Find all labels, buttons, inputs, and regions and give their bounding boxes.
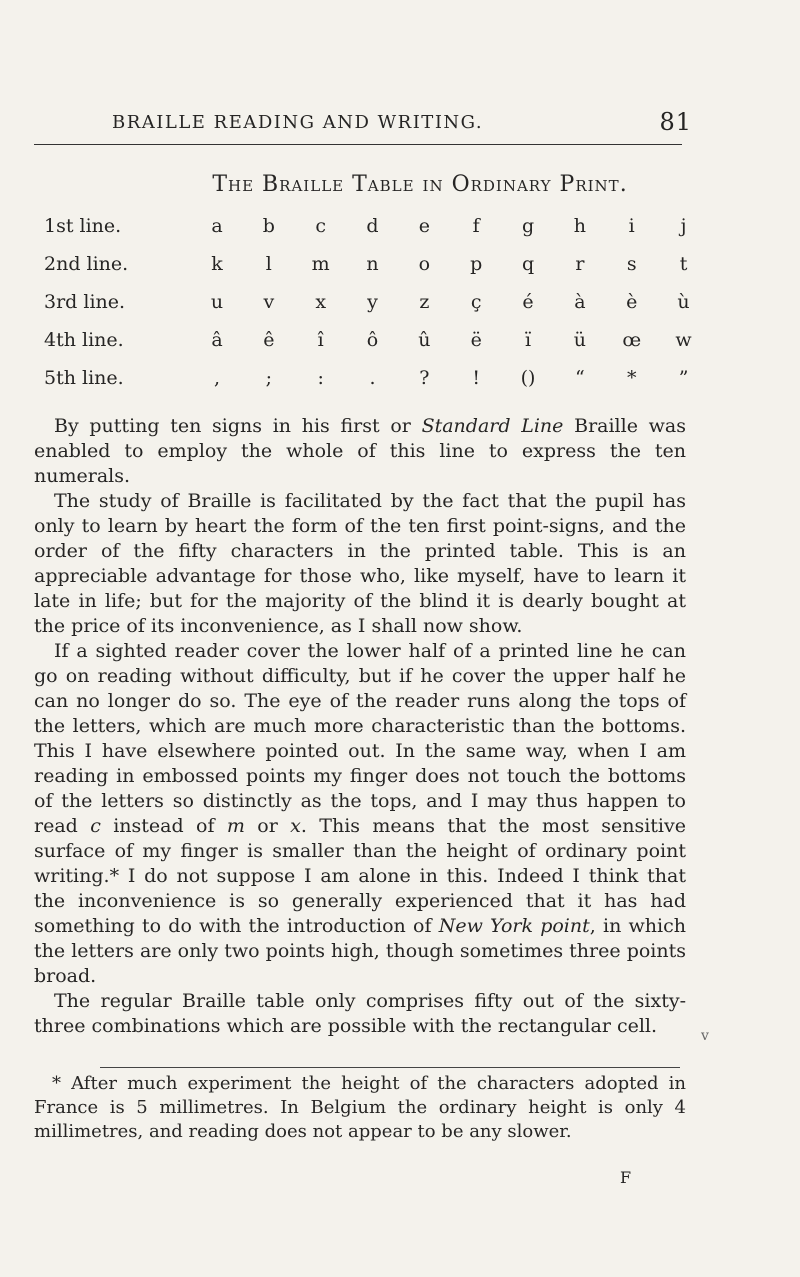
p3-text-d: . This means that the most sensitive surface of my finger is smaller than the height of ordinary point writing.* I do not suppose I am alone in this. Indeed I think that the inconvenience is so generally experienced that it has had something to do with the introduction of	[34, 815, 686, 937]
table-heading	[0, 172, 800, 197]
p3-text-e: , in which the letters are only two points high, though sometimes three points broad.	[34, 915, 686, 987]
p1-text-a: By putting ten signs in his first or	[54, 415, 422, 437]
p3-text-a: If a sighted reader cover the lower half of a printed line he can go on reading without difficulty, but if he cover the upper half he can no longer do so. The eye of the reader runs along the tops of the letters, which are much more characteristic than the bottoms. This I have elsewhere pointed out. In the same way, when I am reading in embossed points my finger does not touch the bottoms of the letters so distinctly as the tops, and I may thus happen to read	[34, 640, 686, 837]
table-cell: è	[626, 291, 638, 313]
table-cell: m	[311, 253, 330, 275]
running-head	[112, 108, 692, 136]
row-label: 1st line.	[44, 215, 122, 237]
table-cell: *	[626, 367, 637, 389]
margin-mark: v	[701, 1028, 709, 1044]
p3-em-new-york-point: New York point	[438, 915, 590, 937]
row-label: 5th line.	[44, 367, 124, 389]
table-cell: à	[574, 291, 586, 313]
table-cell: û	[418, 329, 431, 351]
table-cell: g	[521, 215, 535, 237]
table-cell: ù	[677, 291, 690, 313]
p3-em-c: c	[90, 815, 101, 837]
table-cell: !	[472, 367, 480, 389]
table-cell: ô	[366, 329, 379, 351]
table-cell: x	[315, 291, 327, 313]
table-cell: ,	[213, 367, 221, 389]
table-cell: e	[418, 215, 430, 237]
table-cell: s	[626, 253, 637, 275]
table-cell: f	[472, 215, 480, 237]
table-cell: :	[317, 367, 324, 389]
table-cell: h	[573, 215, 586, 237]
table-cell: w	[675, 329, 692, 351]
paragraph-2: The study of Braille is facilitated by the fact that the pupil has only to learn by heart the form of the ten first point-signs, and the order of the fifty characters in the printed table. This is an appreciable advantage for those who, like myself, have to learn it late in life; but for the majority of the blind it is dearly bought at the price of its inconvenience, as I shall now show.	[34, 490, 686, 637]
table-cell: œ	[622, 329, 642, 351]
paragraph-3	[34, 639, 686, 989]
p3-text-c: or	[244, 815, 291, 837]
header-rule	[34, 144, 682, 145]
table-cell: n	[366, 253, 379, 275]
signature-mark: F	[620, 1168, 632, 1187]
table-cell: ë	[470, 329, 482, 351]
table-cell: o	[418, 253, 431, 275]
table-cell: p	[470, 253, 483, 275]
table-cell: î	[317, 329, 324, 351]
table-cell: â	[211, 329, 223, 351]
table-cell: ê	[263, 329, 275, 351]
table-cell: ü	[573, 329, 586, 351]
p1-emphasis: Standard Line	[421, 415, 564, 437]
footnote-rule	[100, 1067, 680, 1068]
table-cell: .	[369, 367, 376, 389]
table-cell: t	[679, 253, 688, 275]
table-cell: j	[680, 215, 687, 237]
table-cell: v	[263, 291, 275, 313]
table-cell: q	[521, 253, 535, 275]
paragraph-4: The regular Braille table only comprises fifty out of the sixty-three combinations which are possible with the rectangular cell.	[34, 990, 686, 1037]
table-cell: ()	[520, 367, 536, 389]
table-cell: é	[522, 291, 534, 313]
table-cell: l	[265, 253, 272, 275]
table-cell: u	[210, 291, 224, 313]
footnote: * After much experiment the height of the characters adopted in France is 5 millimetres. In Belgium the ordinary height is only 4 millimetres, and reading does not appear to be any slower.	[34, 1073, 686, 1142]
table-cell: ç	[470, 291, 482, 313]
page-number: 81	[659, 108, 692, 136]
table-cell: ï	[524, 329, 532, 351]
table-cell: “	[575, 367, 585, 389]
p3-em-x: x	[290, 815, 301, 837]
table-heading-text: The Braille Table in Ordinary Print.	[212, 172, 628, 197]
paragraph-1	[34, 414, 686, 489]
p3-text-b: instead of	[100, 815, 227, 837]
table-cell: z	[419, 291, 430, 313]
row-label: 2nd line.	[44, 253, 129, 275]
table-cell: r	[575, 253, 585, 275]
table-cell: b	[262, 215, 275, 237]
body-text	[34, 414, 686, 1039]
table-cell: y	[367, 291, 378, 313]
table-cell: k	[211, 253, 223, 275]
running-title: BRAILLE READING AND WRITING.	[112, 112, 484, 133]
table-cell: ;	[265, 367, 273, 389]
p3-em-m: m	[226, 815, 245, 837]
table-cell: d	[366, 215, 379, 237]
table-cell: c	[315, 215, 326, 237]
table-cell: ?	[419, 367, 430, 389]
table-cell: ”	[678, 367, 689, 389]
table-cell: i	[628, 215, 635, 237]
table-cell: a	[211, 215, 223, 237]
p1-text-b: Braille was enabled to employ the whole of this line to express the ten numerals.	[34, 415, 686, 487]
row-label: 3rd line.	[44, 291, 126, 313]
row-label: 4th line.	[44, 329, 124, 351]
